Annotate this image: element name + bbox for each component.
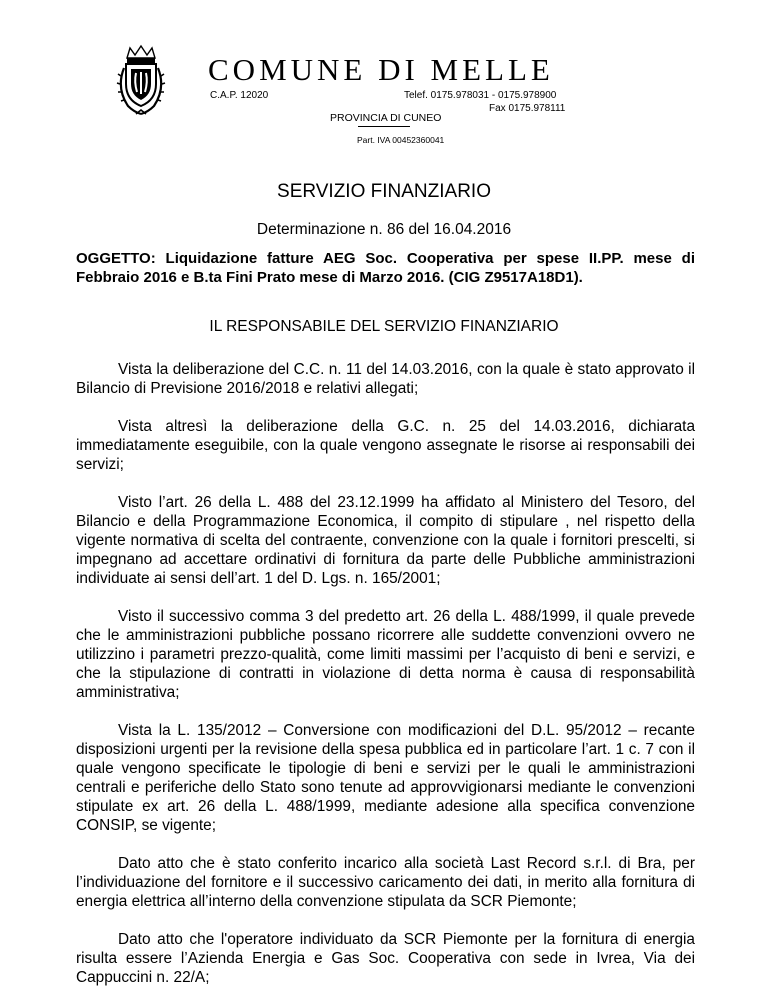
- telephone: Telef. 0175.978031 - 0175.978900: [404, 90, 557, 101]
- postal-code: C.A.P. 12020: [210, 90, 269, 101]
- letterhead: [0, 0, 768, 160]
- town-name: COMUNE DI MELLE: [208, 52, 554, 87]
- document-body: [76, 360, 695, 1006]
- province: PROVINCIA DI CUNEO: [330, 112, 442, 124]
- letterhead-divider: [358, 126, 410, 127]
- fax: Fax 0175.978111: [489, 103, 566, 114]
- responsible-heading: IL RESPONSABILE DEL SERVIZIO FINANZIARIO: [209, 318, 559, 335]
- paragraph: Visto l’art. 26 della L. 488 del 23.12.1999 ha affidato al Ministero del Tesoro, del Bilancio e della Programmazione Economica, il compito di stipulare , nel rispetto della vigente normativa di scelta del contraente, convenzione con la quale i fornitori prescelti, si impegnano ad accettare ordinativi di fornitura da parte delle Pubbliche amministrazioni individuate ai sensi dell’art. 1 del D. Lgs. n. 165/2001;: [76, 494, 695, 587]
- coat-of-arms-icon: [116, 44, 166, 118]
- paragraph: Vista la deliberazione del C.C. n. 11 del 14.03.2016, con la quale è stato approvato il Bilancio di Previsione 2016/2018 e relativi allegati;: [76, 361, 695, 397]
- subject: OGGETTO: Liquidazione fatture AEG Soc. Cooperativa per spese II.PP. mese di Febbraio 2016 e B.ta Fini Prato mese di Marzo 2016. (CIG Z9517A18D1).: [76, 250, 695, 286]
- paragraph: Vista la L. 135/2012 – Conversione con modificazioni del D.L. 95/2012 – recante disposizioni urgenti per la revisione della spesa pubblica ed in particolare l’art. 1 c. 7 con il quale vengono specificate le tipologie di beni e servizi per le quali le amministrazioni centrali e periferiche dello Stato sono tenute ad approvvigionarsi mediante le convenzioni stipulate ex art. 26 della L. 488/1999, mediante adesione alla specifica convenzione CONSIP, se vigente;: [76, 722, 695, 834]
- paragraph: Visto il successivo comma 3 del predetto art. 26 della L. 488/1999, il quale prevede che le amministrazioni pubbliche possano ricorrere alle suddette convenzioni ovvero ne utilizzino i parametri prezzo-qualità, come limiti massimi per l’acquisto di beni e servizi, e che la stipulazione di contratti in violazione di detta norma è causa di responsabilità amministrativa;: [76, 608, 695, 701]
- paragraph: Dato atto che è stato conferito incarico alla società Last Record s.r.l. di Bra, per l’individuazione del fornitore e il successivo caricamento dei dati, in merito alla fornitura di energia elettrica all’interno della convenzione stipulata da SCR Piemonte;: [76, 855, 695, 910]
- service-title: SERVIZIO FINANZIARIO: [277, 181, 491, 202]
- determination-number: Determinazione n. 86 del 16.04.2016: [256, 221, 512, 238]
- paragraph: Vista altresì la deliberazione della G.C. n. 25 del 14.03.2016, dichiarata immediatamente eseguibile, con la quale vengono assegnate le risorse ai responsabili dei servizi;: [76, 418, 695, 473]
- paragraph: Dato atto che l'operatore individuato da SCR Piemonte per la fornitura di energia risulta essere l’Azienda Energia e Gas Soc. Cooperativa con sede in Ivrea, Via dei Cappuccini n. 22/A;: [76, 931, 695, 986]
- vat-number: Part. IVA 00452360041: [357, 135, 445, 145]
